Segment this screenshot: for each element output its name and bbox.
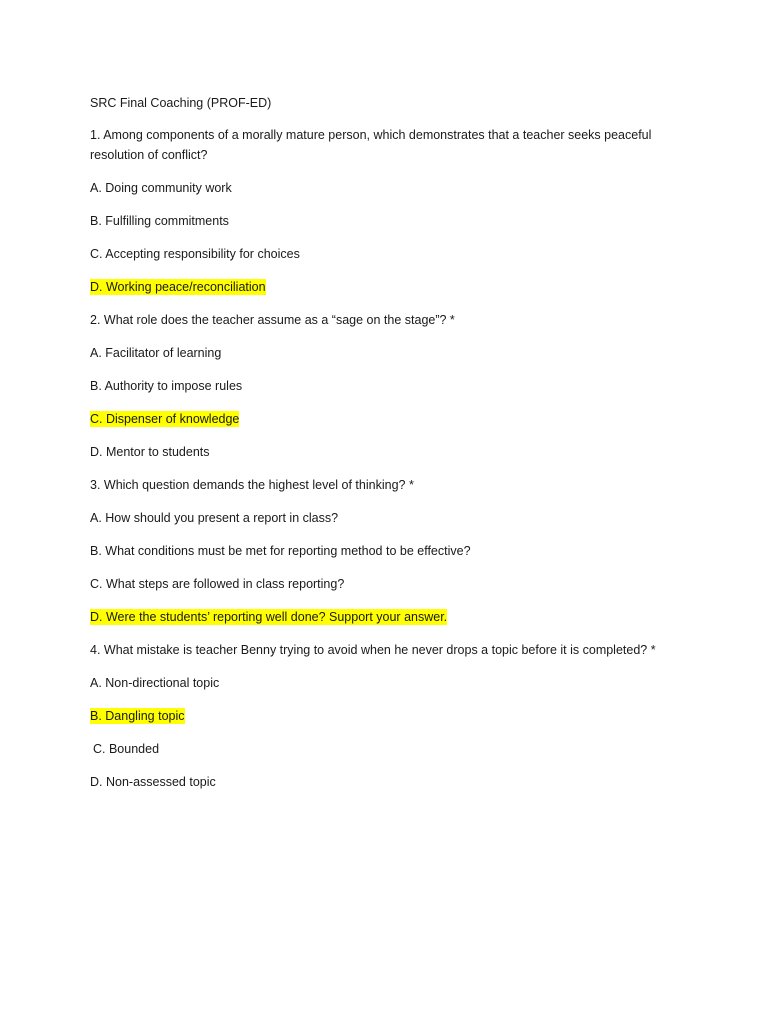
question-2: 2. What role does the teacher assume as a “sage on the stage”? * [90,313,455,327]
answer-highlight: B. Dangling topic [90,709,185,723]
document-page [90,93,690,805]
q1-option-a: A. Doing community work [90,181,232,195]
question-1: 1. Among components of a morally mature person, which demonstrates that a teacher seeks peaceful resolution of conflict? [90,128,652,162]
q2-option-a: A. Facilitator of learning [90,346,222,360]
q1-option-b: B. Fulfilling commitments [90,214,229,228]
answer-highlight: D. Working peace/reconciliation [90,280,266,294]
q2-option-c-answer [90,409,690,429]
q2-option-b: B. Authority to impose rules [90,379,243,393]
q3-option-c: C. What steps are followed in class reporting? [90,577,345,591]
q3-option-b: B. What conditions must be met for reporting method to be effective? [90,544,471,558]
answer-highlight: C. Dispenser of knowledge [90,412,240,426]
question-3: 3. Which question demands the highest level of thinking? * [90,478,414,492]
q1-option-d-answer [90,277,690,297]
q4-option-d: D. Non-assessed topic [90,775,216,789]
q1-option-c: C. Accepting responsibility for choices [90,247,300,261]
q4-option-b-answer [90,706,690,726]
q4-option-a: A. Non-directional topic [90,676,220,690]
document-title: SRC Final Coaching (PROF-ED) [90,96,272,110]
question-4: 4. What mistake is teacher Benny trying to avoid when he never drops a topic before it is completed? * [90,643,656,657]
q2-option-d: D. Mentor to students [90,445,210,459]
answer-highlight: D. Were the students’ reporting well done? Support your answer. [90,610,448,624]
q3-option-d-answer [90,607,690,627]
q4-option-c: C. Bounded [93,742,160,756]
q3-option-a: A. How should you present a report in class? [90,511,339,525]
